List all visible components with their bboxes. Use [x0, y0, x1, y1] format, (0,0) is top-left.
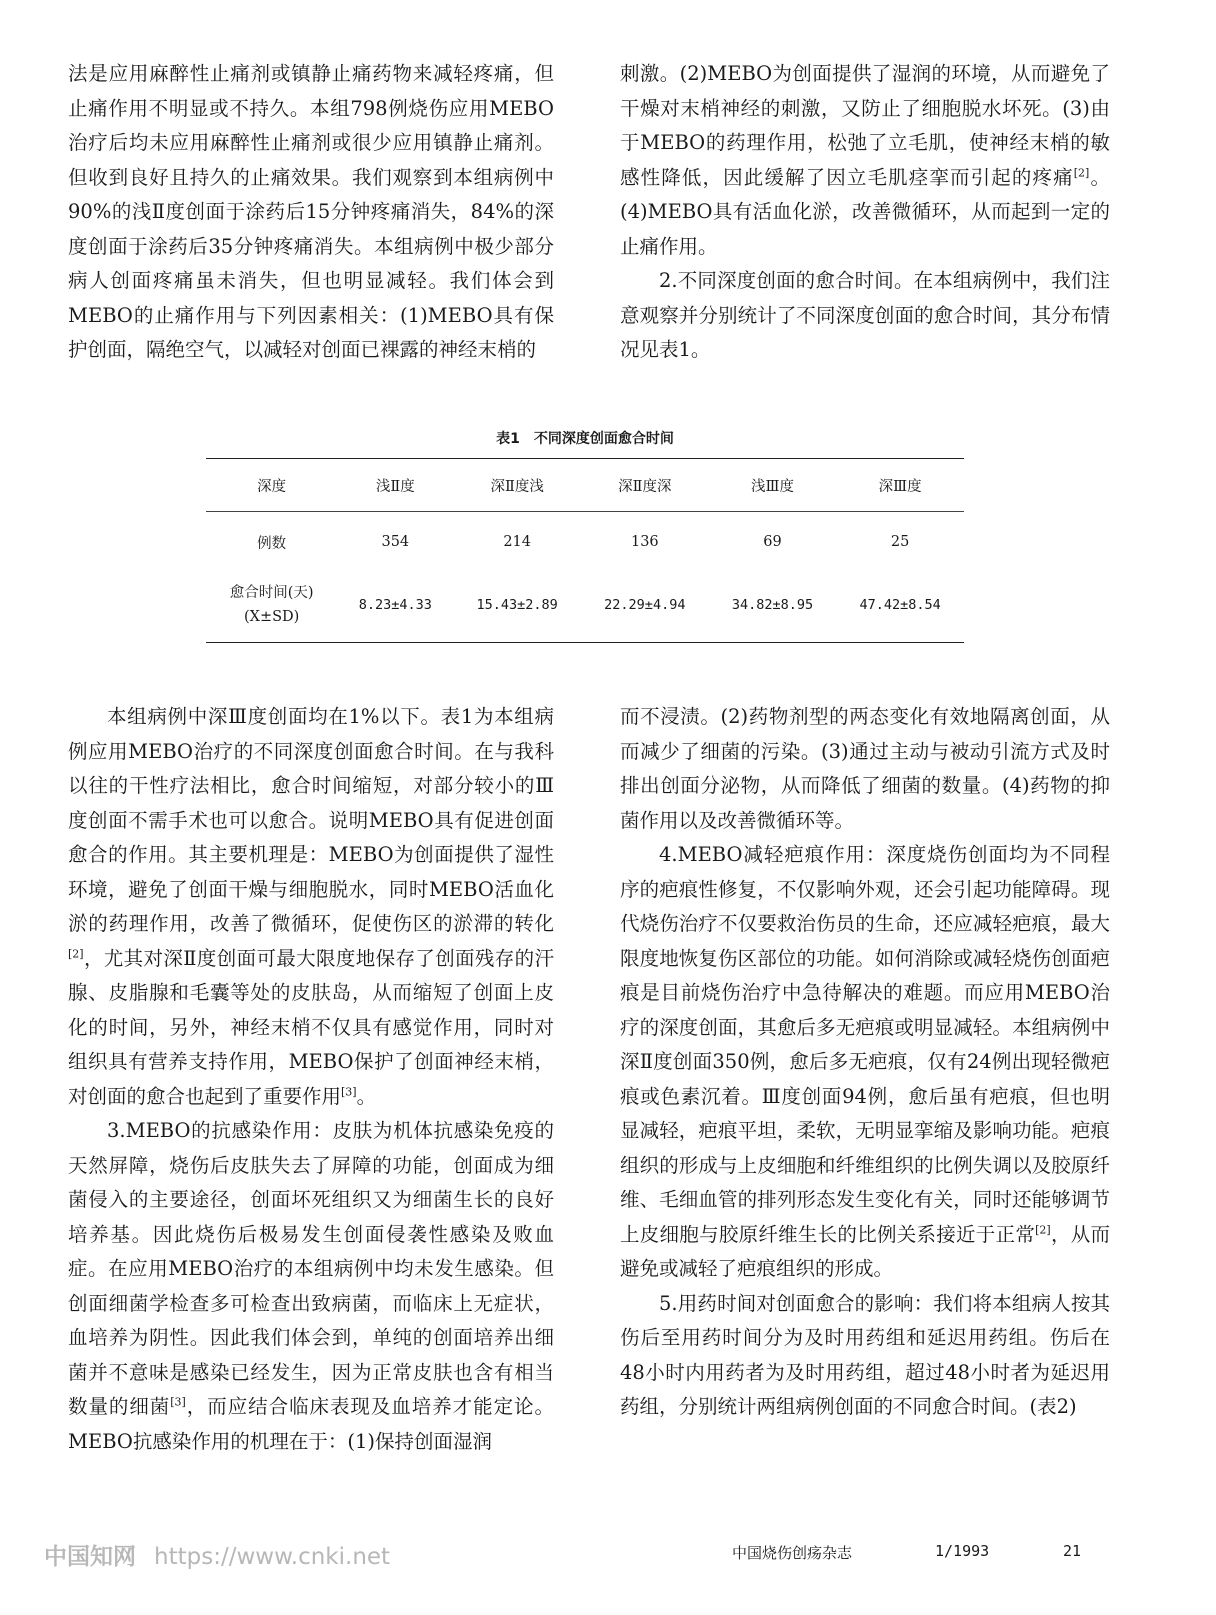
table-number: 表1 — [496, 431, 520, 447]
column-bottom-left — [68, 700, 554, 1459]
row-label-line: (X±SD) — [243, 609, 300, 625]
table-cell: 214 — [503, 534, 531, 550]
healing-time-table — [206, 458, 964, 643]
paragraph: 法是应用麻醉性止痛剂或镇静止痛药物来减轻疼痛，但止痛作用不明显或不持久。本组798例烧伤应用MEBO治疗后均未应用麻醉性止痛剂或很少应用镇静止痛剂。但收到良好且持久的止痛效果。我们观察到本组病例中90%的浅Ⅱ度创面于涂药后15分钟疼痛消失，84%的深度创面于涂药后35分钟疼痛消失。本组病例中极少部分病人创面疼痛虽未消失，但也明显减轻。我们体会到MEBO的止痛作用与下列因素相关：(1)MEBO具有保护创面，隔绝空气，以减轻对创面已裸露的神经末梢的 — [68, 62, 554, 361]
issue-number: 1/1993 — [935, 1542, 990, 1560]
text-run: 。 — [356, 1084, 377, 1108]
header-cell: 深Ⅱ度浅 — [490, 478, 544, 495]
header-cell: 浅Ⅲ度 — [750, 478, 794, 495]
cnki-watermark — [44, 1538, 390, 1571]
paragraph: 5.用药时间对创面愈合的影响：我们将本组病人按其伤后至用药时间分为及时用药组和延迟用药组。伤后在48小时内用药者为及时用药组，超过48小时者为延迟用药组，分别统计两组病例创面的不同愈合时间。(表2) — [620, 1291, 1110, 1418]
text-run: 3.MEBO的抗感染作用：皮肤为机体抗感染免疫的天然屏障，烧伤后皮肤失去了屏障的功能，创面成为细菌侵入的主要途径，创面坏死组织又为细菌生长的良好培养基。因此烧伤后极易发生创面侵袭性感染及败血症。在应用MEBO治疗的本组病例中均未发生感染。但创面细菌学检查多可检查出致病菌，而临床上无症状，血培养为阴性。因此我们体会到，单纯的创面培养出细菌并不意味是感染已经发生，因为正常皮肤也含有相当数量的细菌 — [68, 1119, 554, 1418]
text-run: ，尤其对深Ⅱ度创面可最大限度地保存了创面残存的汗腺、皮脂腺和毛囊等处的皮肤岛，从而缩短了创面上皮化的时间，另外，神经末梢不仅具有感觉作用，同时对组织具有营养支持作用，MEBO保护了创面神经末梢，对创面的愈合也起到了重要作用 — [68, 946, 554, 1108]
table-row-healing-time — [206, 568, 964, 643]
journal-name: 中国烧伤创疡杂志 — [732, 1544, 853, 1562]
table-cell: 8.23±4.33 — [358, 597, 432, 613]
row-label — [206, 568, 337, 643]
table-cell: 136 — [630, 534, 659, 550]
citation-ref: [2] — [68, 947, 84, 960]
paragraph — [620, 57, 1110, 264]
table-cell: 47.42±8.54 — [859, 597, 941, 613]
paragraph: 2.不同深度创面的愈合时间。在本组病例中，我们注意观察并分别统计了不同深度创面的愈合时间，其分布情况见表1。 — [620, 269, 1110, 361]
text-run: 刺激。(2)MEBO为创面提供了湿润的环境，从而避免了干燥对末梢神经的刺激，又防止了细胞脱水坏死。(3)由于MEBO的药理作用，松弛了立毛肌，使神经末梢的敏感性降低，因此缓解了因立毛肌痉挛而引起的疼痛 — [620, 62, 1110, 189]
paragraph — [68, 700, 554, 1114]
paragraph — [68, 1114, 554, 1459]
watermark-brand: 中国知网 — [44, 1544, 136, 1570]
page-footer — [732, 1542, 1092, 1568]
citation-ref: [3] — [170, 1395, 186, 1409]
header-cell: 深Ⅲ度 — [878, 478, 922, 495]
citation-ref: [2] — [1073, 166, 1090, 179]
table-cell: 15.43±2.89 — [476, 597, 558, 613]
watermark-url: https://www.cnki.net — [154, 1544, 391, 1570]
header-cell: 深Ⅱ度深 — [618, 478, 672, 495]
table-cell: 354 — [381, 534, 410, 550]
table-header-row — [206, 459, 964, 512]
paragraph: 而不浸渍。(2)药物剂型的两态变化有效地隔离创面，从而减少了细菌的污染。(3)通过主动与被动引流方式及时排出创面分泌物，从而降低了细菌的数量。(4)药物的抑菌作用以及改善微循环等。 — [620, 705, 1110, 832]
table-cell: 34.82±8.95 — [731, 597, 814, 613]
column-bottom-right — [620, 700, 1110, 1425]
row-label: 例数 — [257, 535, 287, 552]
text-run: ，从而避免或减轻了疤痕组织的形成。 — [620, 1222, 1110, 1280]
page-number: 21 — [1063, 1542, 1082, 1560]
text-run: 。(4)MEBO具有活血化淤，改善微循环，从而起到一定的止痛作用。 — [620, 165, 1110, 258]
table-cell: 22.29±4.94 — [604, 597, 686, 613]
citation-ref: [3] — [341, 1085, 357, 1098]
row-label-line: 愈合时间(天) — [229, 585, 314, 601]
table-cell: 69 — [763, 534, 782, 550]
text-run: 本组病例中深Ⅲ度创面均在1%以下。表1为本组病例应用MEBO治疗的不同深度创面愈合时间。在与我科以往的干性疗法相比，愈合时间缩短，对部分较小的Ⅲ度创面不需手术也可以愈合。说明MEBO具有促进创面愈合的作用。其主要机理是：MEBO为创面提供了湿性环境，避免了创面干燥与细胞脱水，同时MEBO活血化淤的药理作用，改善了微循环，促使伤区的淤滞的转化 — [68, 705, 554, 935]
table-caption — [200, 428, 970, 448]
table-cell: 25 — [890, 534, 910, 550]
table-row-count — [206, 512, 964, 569]
header-cell: 浅Ⅱ度 — [375, 478, 415, 495]
table-title: 不同深度创面愈合时间 — [533, 431, 674, 447]
column-top-left — [68, 57, 554, 368]
text-run: 4.MEBO减轻疤痕作用：深度烧伤创面均为不同程序的疤痕性修复，不仅影响外观，还会引起功能障碍。现代烧伤治疗不仅要救治伤员的生命，还应减轻疤痕，最大限度地恢复伤区部位的功能。如何消除或减轻烧伤创面疤痕是目前烧伤治疗中急待解决的难题。而应用MEBO治疗的深度创面，其愈后多无疤痕或明显减轻。本组病例中深Ⅱ度创面350例，愈后多无疤痕，仅有24例出现轻微疤痕或色素沉着。Ⅲ度创面94例，愈后虽有疤痕，但也明显减轻，疤痕平坦，柔软，无明显挛缩及影响功能。疤痕组织的形成与上皮细胞和纤维组织的比例失调以及胶原纤维、毛细血管的排列形态发生变化有关，同时还能够调节上皮细胞与胶原纤维生长的比例关系接近于正常 — [620, 843, 1110, 1246]
text-run: ，而应结合临床表现及血培养才能定论。MEBO抗感染作用的机理在于：(1)保持创面湿润 — [68, 1395, 554, 1453]
citation-ref: [2] — [1035, 1223, 1051, 1236]
paragraph — [620, 838, 1110, 1287]
header-cell-depth: 深度 — [257, 478, 287, 495]
column-top-right — [620, 57, 1110, 368]
